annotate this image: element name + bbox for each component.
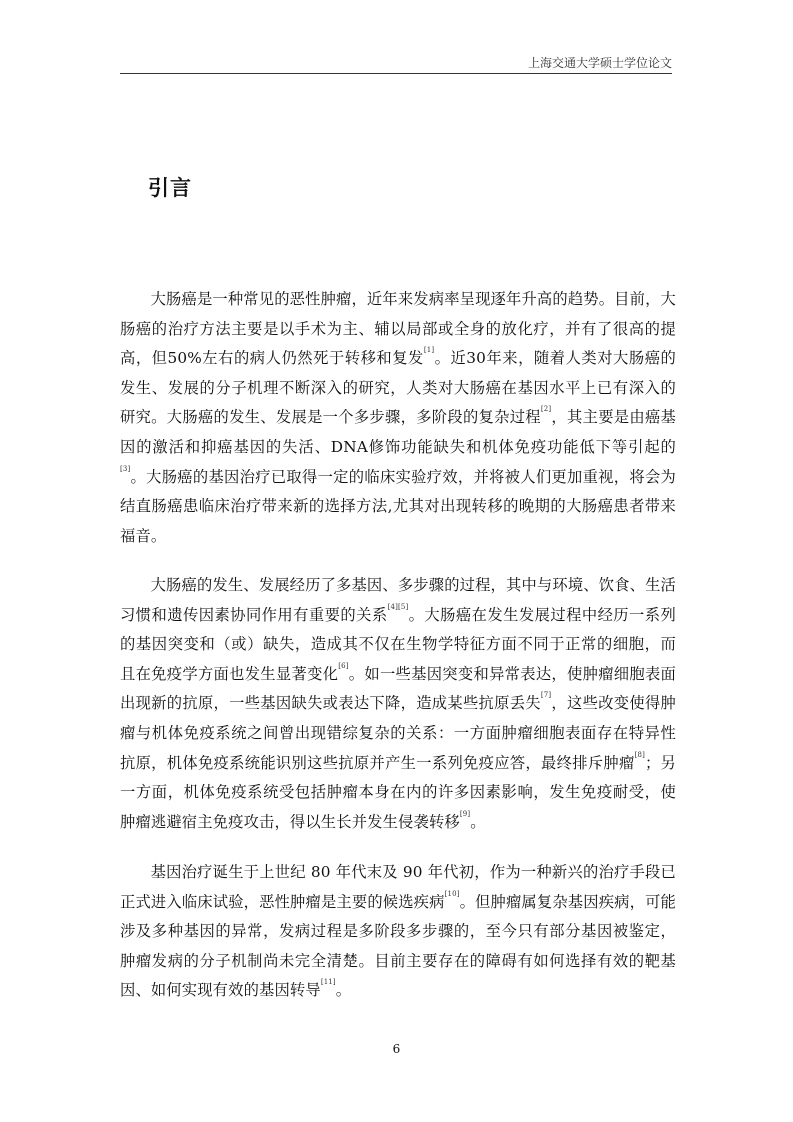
paragraph-text: ；另一方面，机体免疫系统受包括肿瘤本身在内的许多因素影响，发生免疫耐受，使肿瘤逃避宿主免疫攻击，得以生长并发生侵袭转移 (120, 753, 676, 831)
paragraph-text: 。但肿瘤属复杂基因疾病，可能涉及多种基因的异常，发病过程是多阶段多步骤的，至今只有部分基因被鉴定，肿瘤发病的分子机制尚未完全清楚。目前主要存在的障碍有如何选择有效的靶基因、如何实现有效的基因转导 (120, 892, 676, 1000)
paragraph-3 (120, 858, 676, 1006)
paragraph-text: 。 (470, 812, 486, 831)
citation-ref: [3] (120, 464, 131, 473)
paragraph-1 (120, 285, 676, 551)
citation-ref: [8] (634, 750, 645, 759)
paragraph-text: ，这些改变使得肿瘤与机体免疫系统之间曾出现错综复杂的关系：一方面肿瘤细胞表面存在特异性抗原，机体免疫系统能识别这些抗原并产生一系列免疫应答，最终排斥肿瘤 (120, 694, 676, 772)
paragraph-text: 。大肠癌在发生发展过程中经历一系列的基因突变和（或）缺失，造成其不仅在生物学特征方面不同于正常的细胞，而且在免疫学方面也发生显著变化 (120, 605, 676, 683)
citation-ref: [7] (540, 691, 552, 700)
paragraph-text: 大肠癌的发生、发展经历了多基因、多步骤的过程，其中与环境、饮食、生活习惯和遗传因素协同作用有重要的关系 (120, 576, 676, 624)
paragraph-text: 。如一些基因突变和异常表达，使肿瘤细胞表面出现新的抗原，一些基因缺失或表达下降，造成某些抗原丢失 (120, 664, 676, 713)
citation-ref: [10] (444, 889, 460, 898)
paragraph-text: 。 (335, 981, 352, 1000)
page-number: 6 (392, 1042, 401, 1056)
paragraph-text: 基因治疗诞生于上世纪 80 年代末及 90 年代初，作为一种新兴的治疗手段已正式进入临床试验，恶性肿瘤是主要的候选疾病 (120, 863, 676, 911)
citation-ref: [6] (338, 661, 349, 670)
running-header: 上海交通大学硕士学位论文 (527, 56, 672, 70)
citation-ref: [9] (459, 809, 471, 818)
citation-ref: [2] (540, 405, 552, 414)
paragraph-text: 大肠癌是一种常见的恶性肿瘤，近年来发病率呈现逐年升高的趋势。目前，大肠癌的治疗方法主要是以手术为主、辅以局部或全身的放化疗，并有了很高的提高，但50%左右的病人仍然死于转移和复发 (120, 290, 676, 368)
chapter-title: 引言 (148, 176, 192, 200)
citation-ref: [11] (320, 978, 336, 987)
paragraph-text: 。近30年来，随着人类对大肠癌的发生、发展的分子机理不断深入的研究，人类对大肠癌在基因水平上已有深入的研究。大肠癌的发生、发展是一个多步骤，多阶段的复杂过程 (120, 349, 676, 427)
paragraph-2 (120, 571, 676, 837)
citation-ref: [4][5] (387, 602, 409, 611)
paragraph-text: 。大肠癌的基因治疗已取得一定的临床实验疗效，并将被人们更加重视，将会为结直肠癌患临床治疗带来新的选择方法,尤其对出现转移的晚期的大肠癌患者带来福音。 (120, 467, 676, 545)
header-rule (120, 73, 672, 74)
paragraph-text: ，其主要是由癌基因的激活和抑癌基因的失活、DNA修饰功能缺失和机体免疫功能低下等引起的 (120, 408, 676, 456)
citation-ref: [1] (423, 346, 435, 355)
